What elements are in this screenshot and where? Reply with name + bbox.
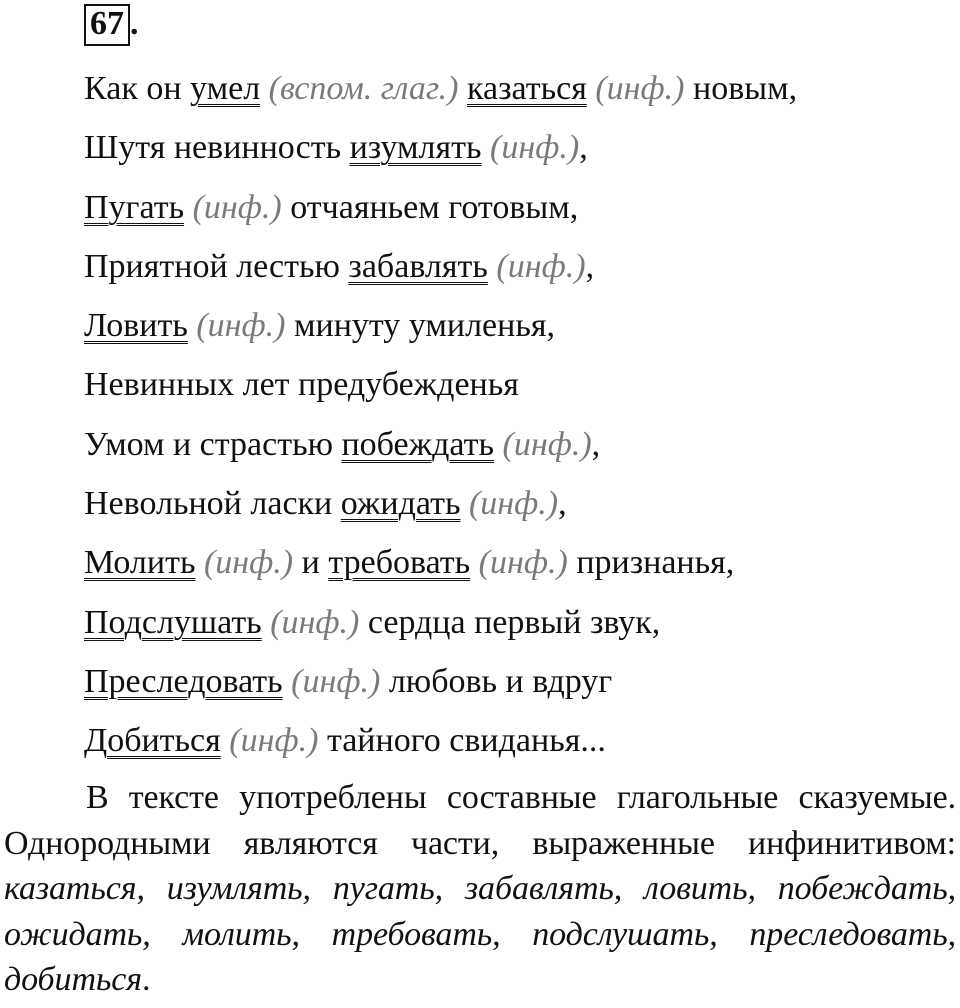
grammar-note: (инф.) [481,129,580,167]
grammar-note: (инф.) [261,603,360,641]
predicate-word: забавлять [348,247,488,285]
grammar-note: (инф.) [487,247,586,285]
plain-text: минуту умиленья, [285,307,555,345]
predicate-word: Молить [84,544,196,582]
grammar-note: (инф.) [184,188,282,226]
poem-line [84,479,954,538]
predicate-word: Преследовать [84,662,283,700]
infinitive-list: казаться, изумлять, пугать, забавлять, ловить, побеждать, ожидать, молить, требовать, подслушать, преследовать, добиться [4,870,956,998]
poem-line [84,360,954,419]
plain-text: признанья, [567,544,735,582]
plain-text: , [558,485,567,523]
exercise-number-dot: . [130,5,139,42]
answer-end: . [141,961,151,998]
grammar-note: (инф.) [220,722,319,760]
predicate-word: ожидать [340,485,461,523]
plain-text: сердца первый звук, [359,603,661,641]
plain-text: , [579,129,588,167]
plain-text: Приятной лестью [84,247,349,285]
plain-text: Умом и страстью [84,425,342,463]
answer-paragraph [4,775,956,1003]
poem-line [84,64,954,123]
grammar-note: (инф.) [586,70,685,107]
poem-line [84,242,954,301]
grammar-note: (инф.) [494,425,592,463]
predicate-word: Добиться [84,722,221,760]
poem-excerpt [84,64,954,776]
answer-text [4,775,956,1003]
predicate-word: побеждать [341,425,494,463]
plain-text: отчаяньем готовым, [281,188,579,226]
plain-text: Невинных лет предубежденья [84,366,519,404]
exercise-number-box: 67 [84,4,130,46]
grammar-note: (инф.) [187,307,286,345]
predicate-word: Пугать [84,188,185,226]
predicate-word: умел [190,70,261,107]
grammar-note: (инф.) [195,544,294,582]
plain-text: новым, [684,70,798,107]
plain-text: Шутя невинность [84,129,350,167]
poem-line [84,538,954,597]
plain-text [459,70,468,107]
grammar-note: (инф.) [470,544,568,582]
poem-line [84,123,954,182]
plain-text: Как он [84,70,191,107]
plain-text: тайного свиданья... [318,722,606,760]
grammar-note: (инф.) [282,662,381,700]
predicate-word: требовать [328,544,471,582]
predicate-word: Подслушать [84,603,262,641]
predicate-word: Ловить [84,307,188,345]
poem-line [84,598,954,657]
grammar-note: (инф.) [460,485,559,523]
plain-text: , [591,425,601,463]
poem-line [84,301,954,360]
plain-text: Невольной ласки [84,485,341,523]
grammar-note: (вспом. глаг.) [260,70,459,107]
exercise-number [84,4,139,46]
plain-text: любовь и вдруг [380,662,613,700]
poem-line [84,183,954,242]
predicate-word: изумлять [349,129,482,167]
plain-text: и [293,544,329,582]
predicate-word: казаться [467,70,587,107]
poem-line [84,657,954,716]
plain-text: , [585,247,595,285]
poem-line [84,716,954,775]
poem-line [84,420,954,479]
answer-statement: В тексте употреблены составные глагольные сказуемые. Однородными являются части, выраженные инфинитивом: [4,779,956,862]
